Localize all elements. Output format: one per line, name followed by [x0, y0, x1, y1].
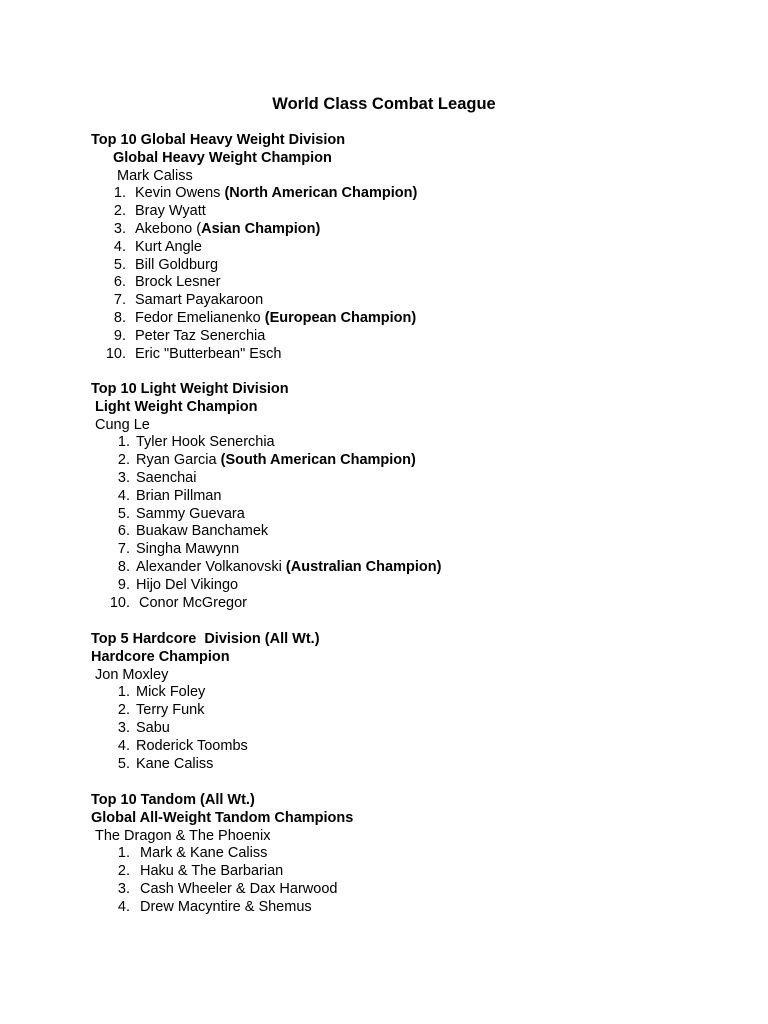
fighter-entry — [140, 844, 267, 862]
rank-number: 5. — [117, 505, 130, 522]
fighter-name: Terry Funk — [136, 702, 205, 719]
fighter-entry — [136, 540, 239, 558]
rank-number: 4. — [117, 898, 130, 915]
division-heading: Top 10 Global Heavy Weight Division — [91, 132, 346, 148]
fighter-entry — [135, 273, 220, 291]
rank-number: 3. — [117, 881, 130, 897]
fighter-name: Eric "Butterbean" Esch — [135, 345, 282, 362]
ranking-row — [0, 683, 768, 701]
ranking-row — [0, 540, 768, 558]
rank-number: 3. — [113, 221, 126, 237]
ranking-row — [0, 505, 768, 523]
rank-number: 8. — [113, 310, 126, 326]
ranking-row — [0, 558, 768, 576]
fighter-name: Drew Macyntire & Shemus — [140, 898, 312, 915]
fighter-entry — [135, 345, 282, 363]
ranking-row — [0, 862, 768, 880]
fighter-entry — [135, 184, 417, 202]
regional-title: Asian Champion) — [201, 221, 321, 237]
ranking-row — [0, 309, 768, 327]
fighter-entry — [136, 505, 245, 523]
rank-number: 2. — [117, 702, 130, 719]
fighter-name: Bill Goldburg — [135, 256, 219, 273]
ranking-row — [0, 238, 768, 256]
fighter-name: Kane Caliss — [136, 755, 214, 772]
rank-number: 10. — [105, 345, 126, 362]
rank-number: 4. — [117, 487, 130, 504]
rank-number: 6. — [113, 274, 126, 291]
fighter-name: Brock Lesner — [135, 274, 221, 291]
rank-number: 3. — [117, 470, 130, 486]
rank-number: 3. — [117, 720, 130, 736]
ranking-row — [0, 327, 768, 345]
rank-number: 9. — [117, 576, 130, 593]
ranking-row — [0, 719, 768, 737]
rank-number: 7. — [117, 541, 130, 558]
champion-name: The Dragon & The Phoenix — [95, 827, 271, 844]
fighter-entry — [135, 309, 416, 327]
fighter-entry — [136, 755, 213, 773]
fighter-name: Ryan Garcia — [136, 452, 221, 469]
fighter-name: Fedor Emelianenko — [135, 310, 265, 326]
ranking-row — [0, 737, 768, 755]
rank-number: 10. — [109, 594, 130, 611]
rank-number: 4. — [113, 238, 126, 255]
fighter-entry — [139, 594, 247, 612]
champion-label: Hardcore Champion — [91, 648, 230, 665]
fighter-name: Sammy Guevara — [136, 505, 245, 522]
fighter-entry — [135, 220, 320, 238]
champion-name: Jon Moxley — [95, 666, 169, 683]
ranking-row — [0, 220, 768, 238]
fighter-name: Singha Mawynn — [136, 541, 240, 558]
division-heading: Top 10 Light Weight Division — [91, 381, 289, 397]
fighter-entry — [140, 862, 283, 880]
fighter-name: Conor McGregor — [139, 594, 247, 611]
fighter-entry — [135, 327, 265, 345]
ranking-row — [0, 451, 768, 469]
ranking-row — [0, 202, 768, 220]
fighter-name: Haku & The Barbarian — [140, 863, 284, 880]
division-heading: Top 5 Hardcore Division (All Wt.) — [91, 631, 320, 647]
fighter-entry — [136, 683, 205, 701]
ranking-row — [0, 487, 768, 505]
ranking-row — [0, 256, 768, 274]
fighter-name: Kevin Owens — [135, 185, 225, 202]
champion-label: Global All-Weight Tandom Champions — [91, 809, 354, 826]
ranking-row — [0, 345, 768, 363]
ranking-row — [0, 469, 768, 487]
fighter-entry — [136, 719, 170, 737]
ranking-row — [0, 898, 768, 916]
fighter-entry — [136, 737, 248, 755]
rank-number: 6. — [117, 523, 130, 540]
ranking-row — [0, 184, 768, 202]
fighter-name: Mark & Kane Caliss — [140, 845, 268, 862]
fighter-entry — [136, 558, 441, 576]
ranking-row — [0, 701, 768, 719]
rank-number: 5. — [113, 256, 126, 273]
document-title: World Class Combat League — [272, 95, 496, 113]
fighter-name: Buakaw Banchamek — [136, 523, 269, 540]
fighter-entry — [136, 522, 268, 540]
champion-label: Global Heavy Weight Champion — [113, 149, 332, 166]
fighter-name: Cash Wheeler & Dax Harwood — [140, 881, 338, 897]
fighter-name: Tyler Hook Senerchia — [136, 434, 275, 451]
fighter-entry — [136, 469, 196, 487]
ranking-row — [0, 594, 768, 612]
fighter-name: Samart Payakaroon — [135, 292, 264, 309]
rank-number: 1. — [117, 434, 130, 451]
rank-number: 2. — [117, 452, 130, 469]
fighter-name: Brian Pillman — [136, 487, 222, 504]
regional-title: (European Champion) — [264, 310, 417, 326]
fighter-name: Alexander Volkanovski — [136, 559, 286, 575]
fighter-name: Hijo Del Vikingo — [136, 576, 239, 593]
ranking-row — [0, 880, 768, 898]
regional-title: (South American Champion) — [220, 452, 416, 469]
fighter-entry — [135, 238, 202, 256]
regional-title: (North American Champion) — [224, 185, 418, 202]
rank-number: 8. — [117, 559, 130, 575]
rank-number: 5. — [117, 755, 130, 772]
ranking-row — [0, 844, 768, 862]
ranking-row — [0, 522, 768, 540]
fighter-name: Mick Foley — [136, 684, 206, 701]
rank-number: 9. — [113, 327, 126, 344]
rank-number: 4. — [117, 737, 130, 754]
ranking-row — [0, 291, 768, 309]
fighter-entry — [140, 880, 337, 898]
fighter-entry — [136, 433, 275, 451]
ranking-row — [0, 273, 768, 291]
rank-number: 2. — [113, 203, 126, 220]
ranking-row — [0, 755, 768, 773]
fighter-name: Kurt Angle — [135, 238, 202, 255]
fighter-entry — [135, 202, 206, 220]
division-heading: Top 10 Tandom (All Wt.) — [91, 792, 255, 808]
fighter-entry — [136, 701, 205, 719]
fighter-entry — [140, 898, 312, 916]
champion-name: Mark Caliss — [117, 167, 193, 184]
fighter-name: Bray Wyatt — [135, 203, 206, 220]
fighter-entry — [136, 576, 238, 594]
fighter-entry — [136, 451, 416, 469]
rank-number: 2. — [117, 863, 130, 880]
ranking-row — [0, 576, 768, 594]
fighter-entry — [135, 291, 263, 309]
fighter-name: Peter Taz Senerchia — [135, 327, 266, 344]
fighter-name: Saenchai — [136, 470, 197, 486]
rank-number: 1. — [117, 684, 130, 701]
rank-number: 1. — [117, 845, 130, 862]
regional-title: (Australian Champion) — [285, 559, 442, 575]
champion-label: Light Weight Champion — [95, 398, 258, 415]
rank-number: 7. — [113, 292, 126, 309]
champion-name: Cung Le — [95, 416, 150, 433]
rank-number: 1. — [113, 185, 126, 202]
fighter-name: Akebono ( — [135, 221, 202, 237]
fighter-name: Sabu — [136, 720, 170, 736]
fighter-name: Roderick Toombs — [136, 737, 248, 754]
fighter-entry — [136, 487, 221, 505]
ranking-row — [0, 433, 768, 451]
fighter-entry — [135, 256, 218, 274]
